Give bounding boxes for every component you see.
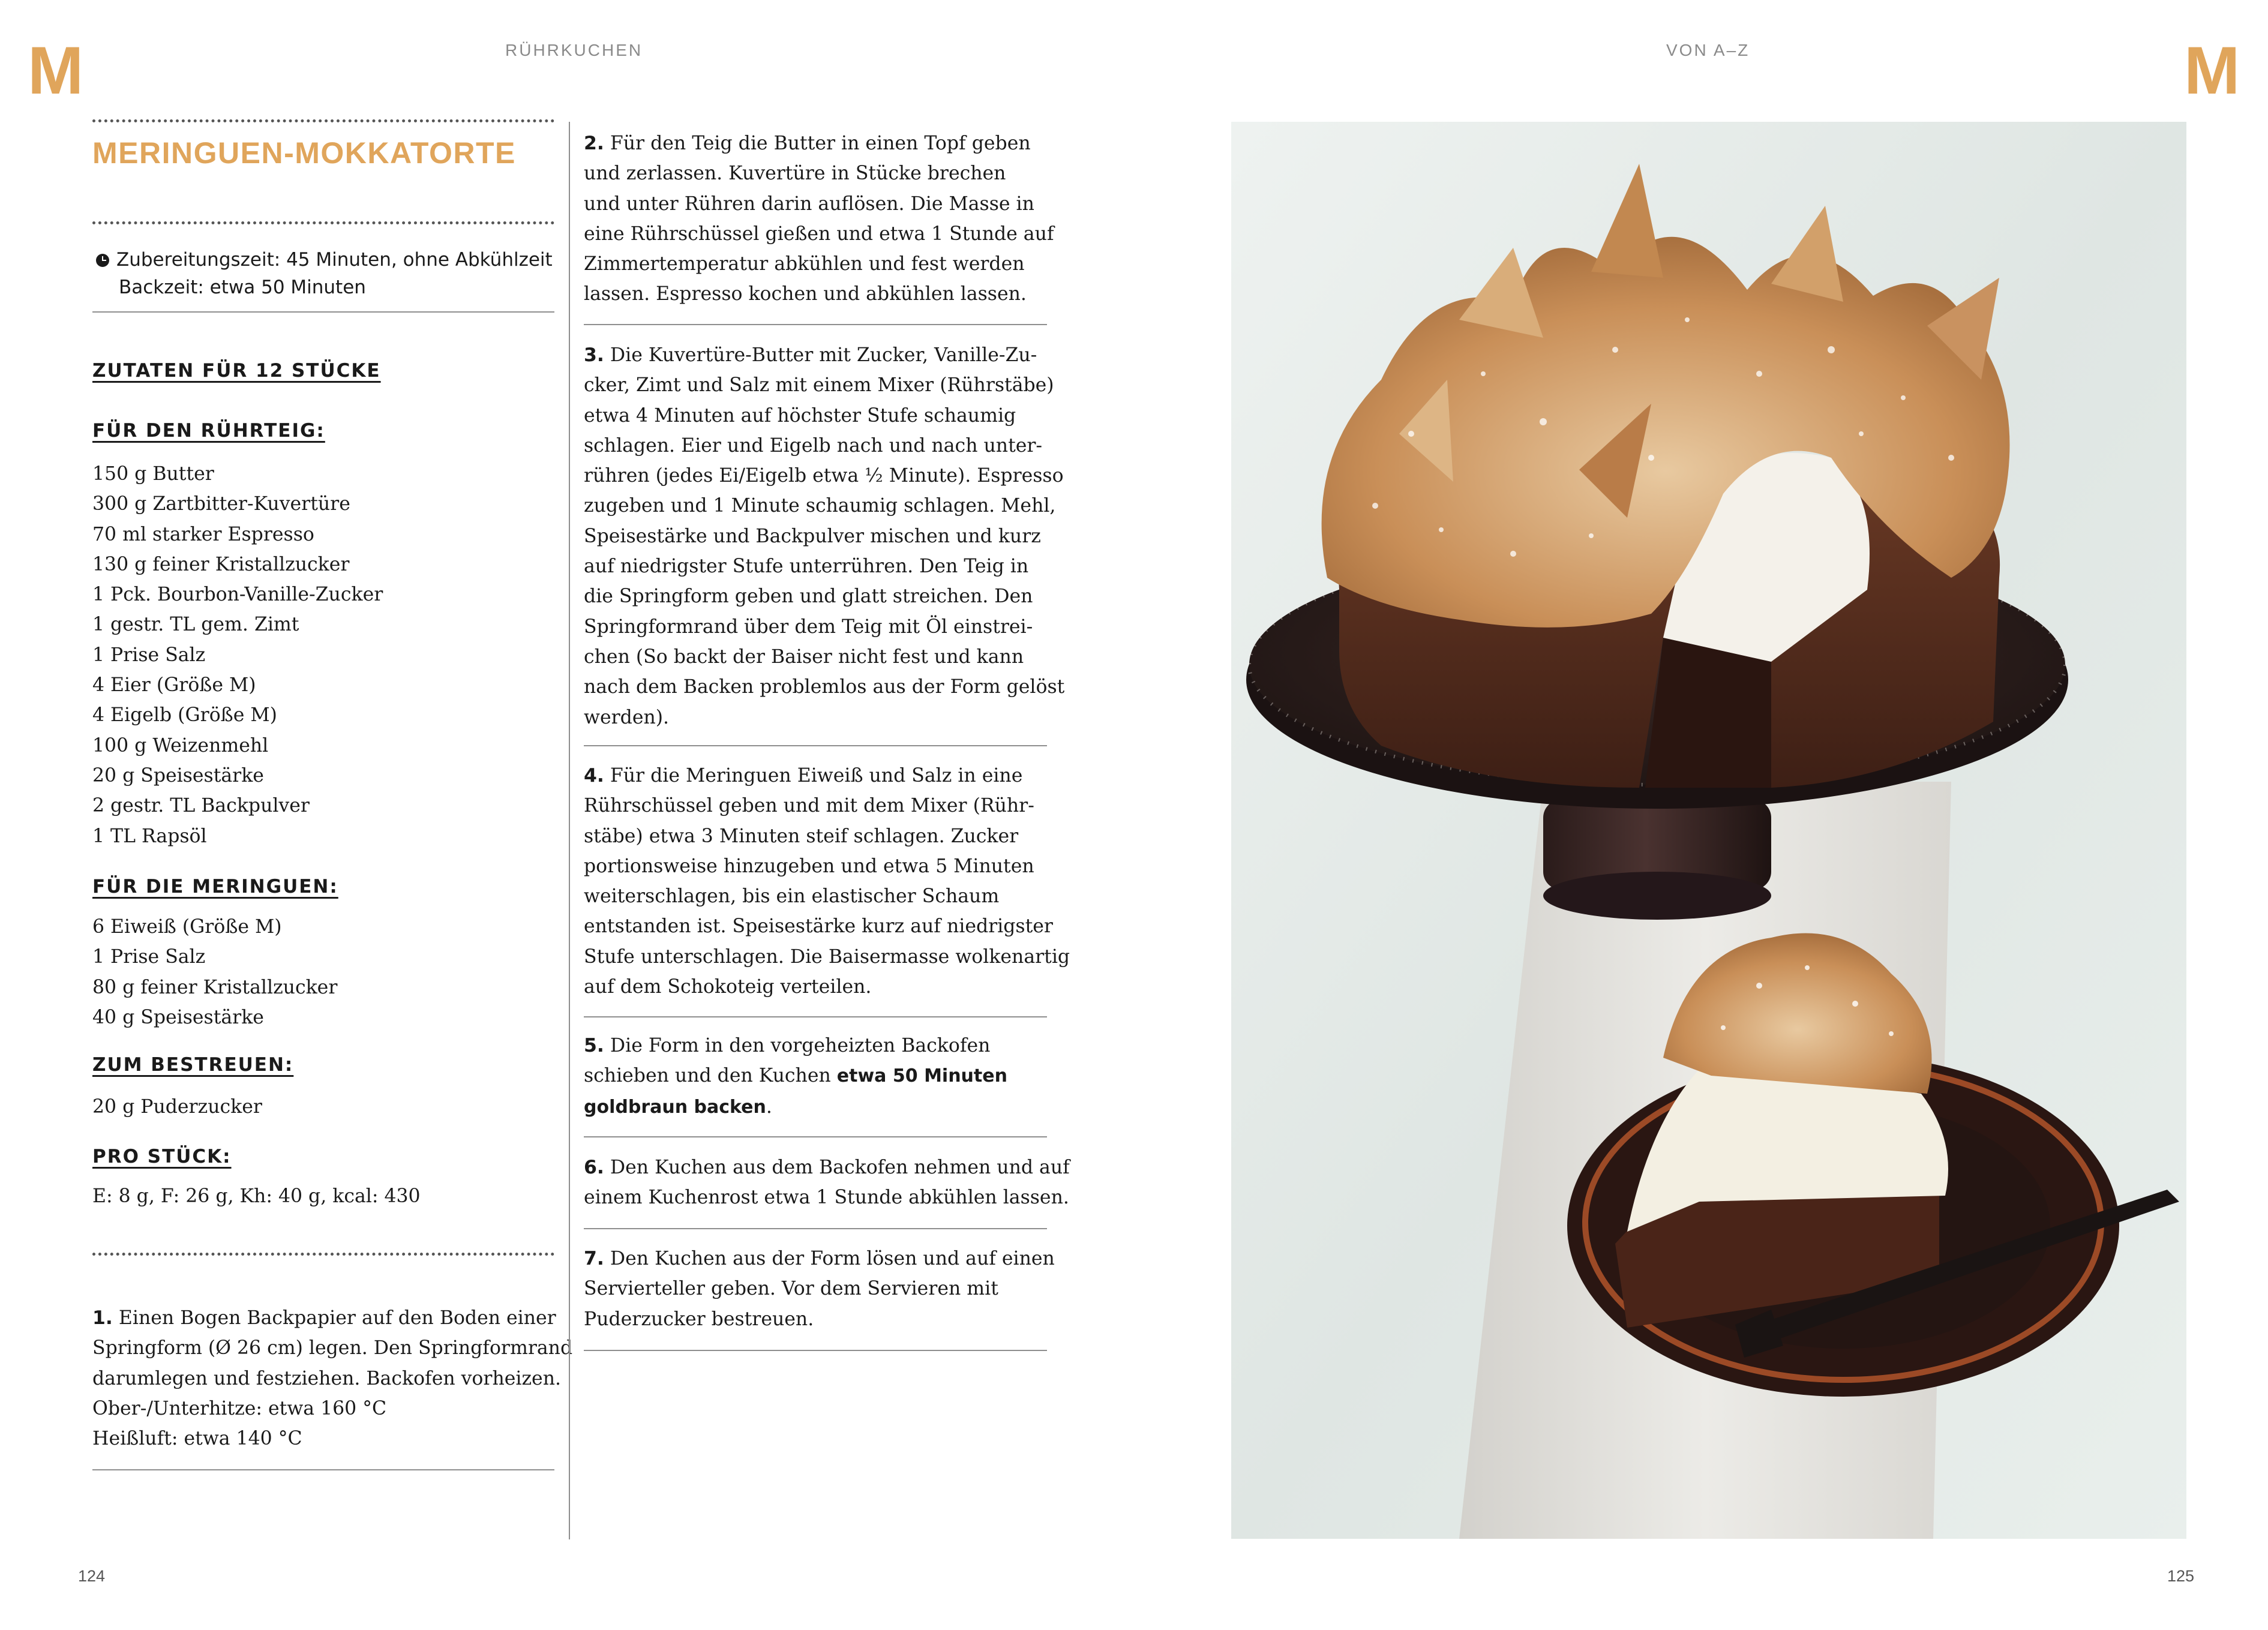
step-text: einem Kuchenrost etwa 1 Stunde abkühlen lassen. (584, 1187, 1069, 1209)
step-text: nach dem Backen problemlos aus der Form gelöst (584, 676, 1065, 698)
ingredient-group-heading: FÜR DIE MERINGUEN: (92, 876, 338, 897)
step-text: Einen Bogen Backpapier auf den Boden einer (112, 1307, 556, 1329)
step-number: 3. (584, 344, 604, 366)
step-4 (584, 761, 1070, 1002)
divider (584, 1228, 1047, 1229)
ingredient-item: 1 Prise Salz (92, 946, 206, 968)
ingredient-item: 100 g Weizenmehl (92, 734, 269, 757)
ingredient-item: 4 Eigelb (Größe M) (92, 704, 277, 727)
step-text: die Springform geben und glatt streichen. Den (584, 586, 1033, 608)
page-number-left: 124 (78, 1567, 106, 1585)
step-3 (584, 340, 1064, 733)
ingredient-item: 20 g Puderzucker (92, 1096, 262, 1118)
dotted-divider (92, 221, 554, 224)
step-text: Die Kuvertüre-Butter mit Zucker, Vanille-Zu- (604, 344, 1037, 366)
step-text: zugeben und 1 Minute schaumig schlagen. Mehl, (584, 495, 1056, 517)
ingredient-item: 20 g Speisestärke (92, 764, 264, 787)
step-text: und zerlassen. Kuvertüre in Stücke brechen (584, 163, 1006, 185)
ingredient-item: 2 gestr. TL Backpulver (92, 795, 310, 817)
step-text: schieben und den Kuchen (584, 1065, 837, 1087)
ingredient-item: 1 TL Rapsöl (92, 825, 207, 847)
ingredient-list-topping (92, 1092, 262, 1122)
ingredient-item: 70 ml starker Espresso (92, 523, 314, 545)
step-text: Servierteller geben. Vor dem Servieren mit (584, 1278, 998, 1300)
time-info (96, 246, 553, 301)
divider (584, 1136, 1047, 1137)
step-text: weiterschlagen, bis ein elastischer Schaum (584, 885, 1000, 908)
divider (584, 1350, 1047, 1351)
ingredient-item: 6 Eiweiß (Größe M) (92, 916, 282, 938)
ingredient-group-heading: ZUM BESTREUEN: (92, 1054, 294, 1076)
divider (584, 324, 1047, 325)
step-2 (584, 128, 1054, 310)
bake-time: Backzeit: etwa 50 Minuten (119, 277, 366, 298)
step-text: Für die Meringuen Eiweiß und Salz in eine (604, 765, 1023, 787)
step-text: und unter Rühren darin auflösen. Die Masse in (584, 193, 1034, 215)
ingredient-item: 4 Eier (Größe M) (92, 674, 256, 697)
step-text: portionsweise hinzugeben und etwa 5 Minuten (584, 855, 1034, 877)
chapter-initial-right: M (2184, 33, 2240, 108)
ingredient-group-heading: FÜR DEN RÜHRTEIG: (92, 420, 325, 442)
step-text: auf dem Schokoteig verteilen. (584, 976, 872, 998)
step-text: Springformrand über dem Teig mit Öl einstrei- (584, 616, 1033, 638)
cake-photo (1231, 122, 2186, 1539)
divider (92, 1469, 554, 1470)
step-number: 5. (584, 1035, 604, 1056)
step-text: Springform (Ø 26 cm) legen. Den Springformrand (92, 1337, 573, 1359)
clock-icon (96, 254, 109, 267)
ingredient-item: 300 g Zartbitter-Kuvertüre (92, 493, 350, 515)
step-text: . (766, 1095, 772, 1118)
column-divider (569, 122, 570, 1539)
running-header-left: RÜHRKUCHEN (505, 41, 643, 59)
step-text: entstanden ist. Speisestärke kurz auf niedrigster (584, 915, 1053, 938)
step-number: 2. (584, 133, 604, 154)
step-number: 4. (584, 765, 604, 787)
step-text: rühren (jedes Ei/Eigelb etwa ½ Minute). Espresso (584, 465, 1064, 487)
prep-time: Zubereitungszeit: 45 Minuten, ohne Abkühlzeit (116, 249, 553, 271)
step-5 (584, 1031, 1007, 1122)
ingredient-list-batter (92, 459, 383, 851)
step-text: eine Rührschüssel gießen und etwa 1 Stunde auf (584, 223, 1054, 245)
step-text: Für den Teig die Butter in einen Topf geben (604, 133, 1031, 154)
step-text: Stufe unterschlagen. Die Baisermasse wolkenartig (584, 945, 1070, 968)
step-number: 6. (584, 1157, 604, 1178)
step-text: Ober-/Unterhitze: etwa 160 °C (92, 1397, 387, 1419)
dotted-divider (92, 119, 554, 122)
step-emphasis: goldbraun backen (584, 1096, 766, 1118)
step-text: darumlegen und festziehen. Backofen vorheizen. (92, 1367, 561, 1389)
ingredient-item: 80 g feiner Kristallzucker (92, 976, 338, 998)
step-number: 1. (92, 1307, 113, 1329)
step-text: stäbe) etwa 3 Minuten steif schlagen. Zucker (584, 825, 1019, 847)
ingredient-item: 1 Prise Salz (92, 644, 206, 666)
step-text: lassen. Espresso kochen und abkühlen lassen. (584, 283, 1027, 305)
divider (584, 1016, 1047, 1017)
yield-heading: ZUTATEN FÜR 12 STÜCKE (92, 360, 381, 382)
step-text: Puderzucker bestreuen. (584, 1308, 814, 1330)
step-text: Den Kuchen aus dem Backofen nehmen und auf (604, 1157, 1070, 1178)
step-text: auf niedrigster Stufe unterrühren. Den Teig in (584, 556, 1029, 578)
nutrition-values: E: 8 g, F: 26 g, Kh: 40 g, kcal: 430 (92, 1185, 421, 1207)
step-text: chen (So backt der Baiser nicht fest und kann (584, 646, 1024, 668)
divider (92, 311, 554, 313)
dotted-divider (92, 1253, 554, 1256)
ingredient-list-meringue (92, 912, 337, 1032)
step-text: Die Form in den vorgeheizten Backofen (604, 1035, 991, 1056)
step-text: Zimmertemperatur abkühlen und fest werden (584, 253, 1025, 275)
step-text: Heißluft: etwa 140 °C (92, 1428, 302, 1450)
step-1 (92, 1303, 572, 1454)
step-emphasis: etwa 50 Minuten (836, 1065, 1007, 1087)
step-text: Rührschüssel geben und mit dem Mixer (Rühr- (584, 795, 1034, 817)
step-text: Speisestärke und Backpulver mischen und kurz (584, 525, 1041, 547)
ingredient-item: 1 gestr. TL gem. Zimt (92, 614, 299, 636)
running-header-right: VON A–Z (1666, 41, 1750, 59)
step-number: 7. (584, 1248, 604, 1269)
page-number-right: 125 (2167, 1567, 2195, 1585)
recipe-title: MERINGUEN-MOKKATORTE (92, 136, 516, 170)
step-text: cker, Zimt und Salz mit einem Mixer (Rührstäbe) (584, 374, 1054, 397)
ingredient-item: 150 g Butter (92, 463, 214, 485)
step-text: werden). (584, 706, 670, 728)
chapter-initial-left: M (28, 33, 84, 108)
step-6 (584, 1152, 1070, 1213)
ingredient-item: 1 Pck. Bourbon-Vanille-Zucker (92, 584, 383, 606)
step-text: etwa 4 Minuten auf höchster Stufe schaumig (584, 404, 1016, 427)
step-text: schlagen. Eier und Eigelb nach und nach unter- (584, 434, 1043, 457)
step-7 (584, 1244, 1055, 1334)
ingredient-item: 130 g feiner Kristallzucker (92, 553, 350, 575)
step-text: Den Kuchen aus der Form lösen und auf einen (604, 1248, 1055, 1269)
divider (584, 745, 1047, 746)
ingredient-item: 40 g Speisestärke (92, 1006, 264, 1028)
nutrition-heading: PRO STÜCK: (92, 1146, 232, 1167)
